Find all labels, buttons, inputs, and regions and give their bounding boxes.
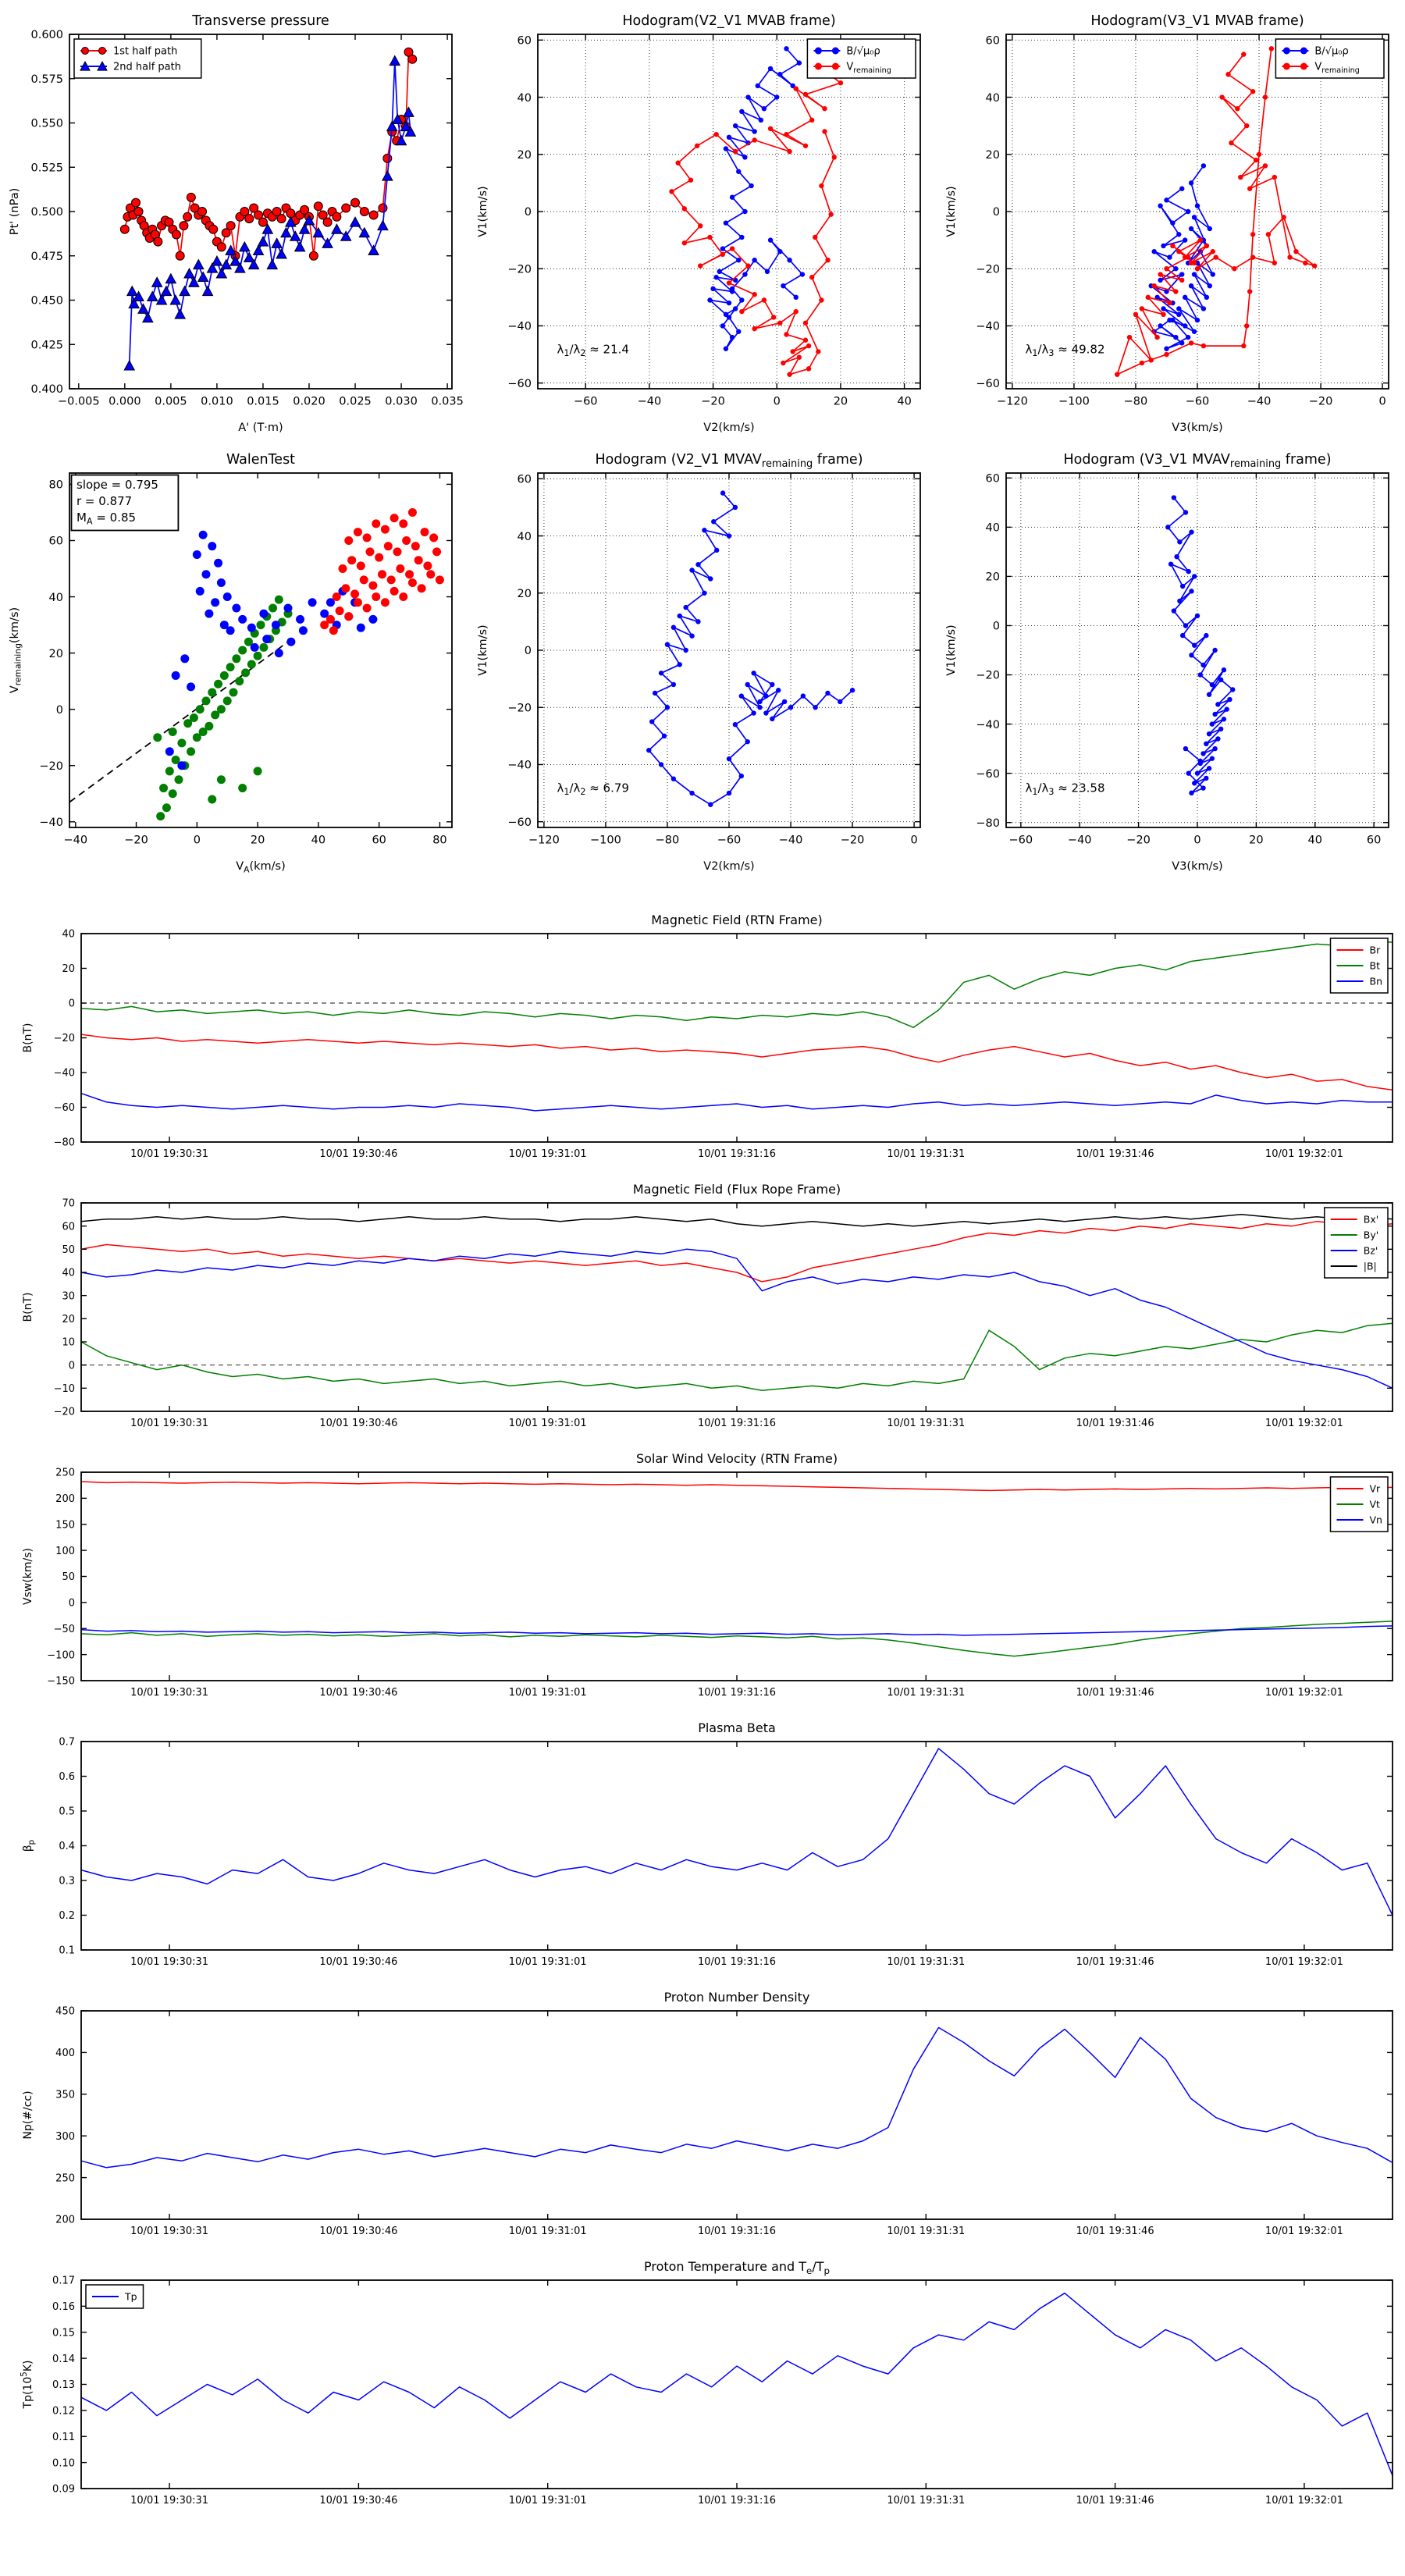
svg-text:βp: $\beta_p$: [22, 1839, 37, 1852]
svg-text:10/01 19:32:01: 10/01 19:32:01: [1264, 2495, 1343, 2507]
svg-text:10/01 19:31:16: 10/01 19:31:16: [698, 1687, 776, 1699]
svg-text:40: 40: [62, 1267, 75, 1279]
svg-text:10/01 19:30:46: 10/01 19:30:46: [319, 1956, 398, 1968]
svg-text:−50: −50: [53, 1623, 75, 1635]
svg-text:10/01 19:31:16: 10/01 19:31:16: [698, 2495, 776, 2507]
svg-text:10/01 19:31:31: 10/01 19:31:31: [887, 1956, 966, 1968]
svg-text:60: 60: [985, 472, 1000, 486]
svg-text:V3(km/s): V3(km/s): [1172, 422, 1223, 434]
svg-text:Bz': Bz': [1363, 1244, 1378, 1257]
svg-text:Proton Temperature and Te/Tp: Proton Temperature and $T_e/T_p$: [643, 2259, 831, 2276]
svg-text:−40: −40: [637, 395, 662, 408]
svg-text:100: 100: [55, 1545, 75, 1557]
svg-text:Br: Br: [1369, 944, 1381, 956]
svg-text:Bn: Bn: [1369, 975, 1382, 987]
chart-transverse-pressure: [4, 0, 464, 439]
svg-text:V1(km/s): V1(km/s): [945, 624, 958, 676]
svg-text:0.005: 0.005: [155, 395, 187, 408]
svg-text:−80: −80: [53, 1137, 75, 1149]
svg-text:0.600: 0.600: [30, 29, 63, 42]
svg-text:0.500: 0.500: [30, 206, 63, 219]
svg-text:10/01 19:31:31: 10/01 19:31:31: [887, 1148, 966, 1160]
svg-text:0.025: 0.025: [339, 395, 372, 408]
svg-text:60: 60: [517, 473, 532, 486]
chart-hodogram-v3v1-mvab: [941, 0, 1401, 439]
svg-text:−20: −20: [507, 263, 532, 276]
svg-text:slope = 0.795: slope = 0.795: [76, 478, 158, 492]
svg-text:10/01 19:30:31: 10/01 19:30:31: [130, 2226, 209, 2237]
chart-solar-wind-velocity: [3, 1449, 1402, 1718]
svg-text:2nd half path: 2nd half path: [113, 61, 181, 73]
svg-text:Hodogram (V3_V1 MVAVremaining: Hodogram (V3_V1 $MVAV_{remaining}$ frame): [1063, 452, 1332, 471]
svg-text:200: 200: [55, 2214, 75, 2226]
svg-text:60: 60: [517, 34, 532, 48]
svg-text:10/01 19:31:01: 10/01 19:31:01: [508, 1148, 587, 1160]
svg-text:10/01 19:30:46: 10/01 19:30:46: [319, 1687, 398, 1699]
svg-text:B(nT): B(nT): [22, 1023, 34, 1053]
time-series-stack: [0, 877, 1405, 2526]
svg-text:B/√μ₀ρ: B/√μ₀ρ: [1314, 45, 1349, 58]
svg-text:0.000: 0.000: [108, 395, 141, 408]
svg-text:0: 0: [1193, 834, 1201, 847]
svg-text:0.12: 0.12: [52, 2405, 75, 2418]
svg-text:20: 20: [48, 647, 63, 660]
svg-text:−20: −20: [124, 834, 148, 847]
svg-text:20: 20: [985, 571, 1000, 584]
svg-text:20: 20: [62, 1314, 75, 1326]
svg-text:0.030: 0.030: [385, 395, 418, 408]
svg-text:−40: −40: [778, 834, 803, 847]
svg-text:0.16: 0.16: [52, 2301, 75, 2314]
svg-text:50: 50: [62, 1571, 75, 1584]
svg-text:0.020: 0.020: [293, 395, 325, 408]
svg-text:0.035: 0.035: [431, 395, 464, 408]
svg-text:−20: −20: [840, 834, 865, 847]
svg-text:250: 250: [55, 2172, 75, 2185]
svg-text:10/01 19:32:01: 10/01 19:32:01: [1264, 1418, 1343, 1429]
svg-text:−0.005: −0.005: [57, 395, 100, 408]
svg-text:10/01 19:30:46: 10/01 19:30:46: [319, 2495, 398, 2507]
svg-text:−100: −100: [1058, 395, 1090, 408]
svg-text:−120: −120: [528, 834, 560, 847]
svg-text:0: 0: [193, 834, 201, 847]
svg-text:0.4: 0.4: [59, 1841, 75, 1853]
svg-text:−40: −40: [976, 320, 1000, 333]
svg-text:WalenTest: WalenTest: [226, 452, 296, 468]
svg-text:50: 50: [62, 1244, 75, 1257]
figure-row-1: [0, 0, 1405, 439]
svg-text:40: 40: [1307, 834, 1322, 847]
svg-text:Vremaining(km/s): $V_{remaining}(km/s)$: [9, 607, 23, 694]
svg-text:0.10: 0.10: [52, 2457, 75, 2470]
svg-text:−60: −60: [976, 767, 1000, 781]
svg-text:60: 60: [985, 34, 1000, 48]
chart-magnetic-field-rtn: [3, 910, 1402, 1179]
svg-text:10/01 19:32:01: 10/01 19:32:01: [1264, 1148, 1343, 1160]
svg-text:40: 40: [311, 834, 326, 847]
svg-text:40: 40: [517, 530, 532, 543]
svg-text:Hodogram (V2_V1 MVAVremaining: Hodogram (V2_V1 $MVAV_{remaining}$ frame): [595, 452, 863, 471]
svg-text:−20: −20: [39, 760, 63, 773]
svg-text:−60: −60: [1185, 395, 1210, 408]
svg-text:0: 0: [992, 206, 1000, 219]
svg-text:80: 80: [432, 834, 447, 847]
svg-text:10/01 19:30:46: 10/01 19:30:46: [319, 1418, 398, 1429]
svg-text:20: 20: [517, 148, 532, 162]
svg-text:V3(km/s): V3(km/s): [1172, 860, 1223, 873]
svg-text:−60: −60: [573, 395, 598, 408]
svg-text:V2(km/s): V2(km/s): [703, 860, 755, 873]
svg-text:0: 0: [773, 395, 781, 408]
svg-text:0.010: 0.010: [201, 395, 233, 408]
svg-text:10/01 19:32:01: 10/01 19:32:01: [1264, 2226, 1343, 2237]
svg-text:0.15: 0.15: [52, 2327, 75, 2339]
svg-text:40: 40: [62, 928, 75, 941]
svg-text:−80: −80: [655, 834, 680, 847]
svg-text:0: 0: [55, 703, 63, 717]
svg-text:10/01 19:30:31: 10/01 19:30:31: [130, 1687, 209, 1699]
svg-text:10/01 19:30:46: 10/01 19:30:46: [319, 2226, 398, 2237]
svg-text:400: 400: [55, 2048, 75, 2060]
svg-text:−60: −60: [976, 377, 1000, 390]
svg-text:Tp(105K): $Tp(10^5K)$: [20, 2360, 34, 2409]
svg-text:40: 40: [48, 591, 63, 604]
figure-row-2: [0, 439, 1405, 877]
svg-text:70: 70: [62, 1197, 75, 1210]
svg-text:Vsw(km/s): Vsw(km/s): [22, 1547, 34, 1606]
svg-text:B/√μ₀ρ: B/√μ₀ρ: [846, 45, 880, 58]
svg-text:1st half path: 1st half path: [113, 45, 178, 58]
svg-text:200: 200: [55, 1493, 75, 1506]
svg-text:−60: −60: [507, 377, 532, 390]
svg-text:−40: −40: [39, 817, 63, 830]
svg-text:20: 20: [250, 834, 265, 847]
svg-text:10/01 19:30:31: 10/01 19:30:31: [130, 2495, 209, 2507]
svg-text:40: 40: [985, 521, 1000, 535]
svg-text:Magnetic Field (Flux Rope Fram: Magnetic Field (Flux Rope Frame): [632, 1182, 841, 1197]
svg-text:0.13: 0.13: [52, 2379, 75, 2392]
chart-proton-density: [3, 1987, 1402, 2257]
svg-text:10/01 19:31:16: 10/01 19:31:16: [698, 2226, 776, 2237]
svg-text:−20: −20: [1308, 395, 1333, 408]
svg-text:−20: −20: [701, 395, 725, 408]
svg-text:−40: −40: [507, 320, 532, 333]
svg-text:|B|: |B|: [1363, 1260, 1377, 1272]
svg-text:−60: −60: [507, 816, 532, 829]
svg-text:Transverse pressure: Transverse pressure: [192, 13, 329, 29]
svg-text:λ1/λ3 ≈ 49.82: $\lambda_1/\lambda_3 \approx 49.82$: [1025, 342, 1105, 359]
svg-text:0.6: 0.6: [59, 1771, 75, 1784]
svg-text:40: 40: [897, 395, 912, 408]
svg-text:80: 80: [48, 479, 63, 492]
svg-text:Vr: Vr: [1369, 1482, 1381, 1495]
svg-text:−20: −20: [1126, 834, 1151, 847]
svg-text:VA(km/s): $V_A(km/s)$: [236, 860, 286, 875]
svg-text:350: 350: [55, 2089, 75, 2101]
svg-text:−40: −40: [1067, 834, 1092, 847]
svg-text:0: 0: [524, 206, 532, 219]
svg-text:0.5: 0.5: [59, 1806, 75, 1818]
svg-text:−20: −20: [53, 1033, 75, 1045]
svg-text:20: 20: [833, 395, 848, 408]
chart-walen-test: [4, 439, 464, 877]
svg-text:60: 60: [48, 535, 63, 548]
svg-text:10/01 19:31:01: 10/01 19:31:01: [508, 1687, 587, 1699]
svg-text:−40: −40: [53, 1067, 75, 1080]
svg-text:10/01 19:31:31: 10/01 19:31:31: [887, 1687, 966, 1699]
svg-text:λ1/λ2 ≈ 21.4: $\lambda_1/\lambda_2 \approx 21.4$: [557, 342, 629, 359]
svg-text:0: 0: [992, 620, 1000, 633]
svg-text:B(nT): B(nT): [22, 1292, 34, 1322]
chart-hodogram-v3v1-mvav: [941, 439, 1401, 877]
svg-text:Vremaining: $V_{remaining}$: [1314, 61, 1360, 75]
svg-text:10/01 19:30:31: 10/01 19:30:31: [130, 1148, 209, 1160]
svg-text:−60: −60: [1008, 834, 1033, 847]
svg-text:10/01 19:31:46: 10/01 19:31:46: [1076, 1687, 1154, 1699]
svg-text:−60: −60: [717, 834, 742, 847]
svg-text:−100: −100: [47, 1649, 75, 1662]
svg-text:0.11: 0.11: [52, 2431, 75, 2443]
svg-text:Bx': Bx': [1363, 1213, 1379, 1226]
svg-text:Tp: Tp: [125, 2290, 137, 2303]
svg-text:0.525: 0.525: [30, 162, 63, 175]
svg-text:−80: −80: [1123, 395, 1148, 408]
svg-text:10/01 19:31:31: 10/01 19:31:31: [887, 1418, 966, 1429]
svg-text:150: 150: [55, 1519, 75, 1532]
svg-text:Hodogram(V3_V1 MVAB frame): Hodogram(V3_V1 MVAB frame): [1090, 13, 1304, 29]
svg-text:0.400: 0.400: [30, 383, 63, 397]
svg-text:V1(km/s): V1(km/s): [477, 186, 489, 237]
svg-text:0.575: 0.575: [30, 73, 63, 86]
svg-text:40: 40: [985, 91, 1000, 105]
svg-text:10: 10: [62, 1336, 75, 1349]
svg-text:V2(km/s): V2(km/s): [703, 422, 755, 434]
svg-text:10/01 19:32:01: 10/01 19:32:01: [1264, 1687, 1343, 1699]
svg-text:10/01 19:30:46: 10/01 19:30:46: [319, 1148, 398, 1160]
svg-text:20: 20: [985, 148, 1000, 162]
svg-text:60: 60: [1366, 834, 1382, 847]
svg-text:0.2: 0.2: [59, 1910, 75, 1923]
svg-text:V1(km/s): V1(km/s): [477, 624, 489, 676]
svg-text:10/01 19:31:31: 10/01 19:31:31: [887, 2226, 966, 2237]
svg-text:20: 20: [517, 587, 532, 600]
svg-text:60: 60: [62, 1221, 75, 1233]
svg-text:Pt' (nPa): Pt' (nPa): [9, 187, 21, 236]
svg-text:A' (T·m): A' (T·m): [238, 422, 283, 434]
svg-text:Plasma Beta: Plasma Beta: [698, 1720, 776, 1735]
svg-text:Proton Number Density: Proton Number Density: [663, 1990, 810, 2005]
svg-text:0.425: 0.425: [30, 339, 63, 352]
svg-text:−40: −40: [507, 759, 532, 772]
svg-text:0.450: 0.450: [30, 294, 63, 308]
svg-text:−20: −20: [976, 669, 1000, 682]
svg-text:0: 0: [68, 998, 75, 1010]
chart-magnetic-field-flux-rope: [3, 1179, 1402, 1449]
svg-text:−40: −40: [63, 834, 88, 847]
svg-text:10/01 19:31:16: 10/01 19:31:16: [698, 1956, 776, 1968]
svg-text:0.14: 0.14: [52, 2353, 75, 2365]
svg-text:10/01 19:31:46: 10/01 19:31:46: [1076, 2226, 1154, 2237]
svg-text:−10: −10: [53, 1383, 75, 1396]
svg-text:0: 0: [68, 1360, 75, 1372]
svg-text:λ1/λ2 ≈ 6.79: $\lambda_1/\lambda_2 \approx 6.79$: [557, 781, 629, 798]
chart-hodogram-v2v1-mvav: [472, 439, 933, 877]
chart-plasma-beta: [3, 1718, 1402, 1987]
svg-text:Solar Wind Velocity (RTN Frame: Solar Wind Velocity (RTN Frame): [635, 1451, 838, 1466]
svg-text:10/01 19:31:46: 10/01 19:31:46: [1076, 1418, 1154, 1429]
svg-text:−20: −20: [976, 263, 1000, 276]
svg-text:60: 60: [372, 834, 386, 847]
svg-text:10/01 19:31:01: 10/01 19:31:01: [508, 2495, 587, 2507]
svg-text:−100: −100: [590, 834, 621, 847]
chart-hodogram-v2v1-mvab: [472, 0, 933, 439]
svg-text:−20: −20: [53, 1406, 75, 1418]
svg-text:0.1: 0.1: [59, 1944, 75, 1957]
svg-text:10/01 19:31:16: 10/01 19:31:16: [698, 1148, 776, 1160]
svg-text:−120: −120: [996, 395, 1028, 408]
svg-text:Vremaining: $V_{remaining}$: [846, 61, 891, 75]
svg-text:0.3: 0.3: [59, 1875, 75, 1888]
chart-proton-temperature: [3, 2257, 1402, 2526]
svg-text:450: 450: [55, 2005, 75, 2018]
svg-text:0.7: 0.7: [59, 1736, 75, 1749]
svg-text:Np(#/cc): Np(#/cc): [22, 2090, 34, 2140]
svg-text:0.475: 0.475: [30, 250, 63, 263]
svg-text:30: 30: [62, 1290, 75, 1303]
svg-text:−40: −40: [976, 718, 1000, 731]
svg-text:Magnetic Field (RTN Frame): Magnetic Field (RTN Frame): [651, 913, 823, 927]
svg-text:20: 20: [62, 963, 75, 976]
svg-text:10/01 19:30:31: 10/01 19:30:31: [130, 1418, 209, 1429]
svg-text:λ1/λ3 ≈ 23.58: $\lambda_1/\lambda_3 \approx 23.58$: [1025, 781, 1105, 798]
svg-text:10/01 19:31:46: 10/01 19:31:46: [1076, 2495, 1154, 2507]
svg-text:10/01 19:31:46: 10/01 19:31:46: [1076, 1956, 1154, 1968]
svg-text:By': By': [1363, 1229, 1379, 1241]
svg-text:10/01 19:31:01: 10/01 19:31:01: [508, 1418, 587, 1429]
svg-text:−40: −40: [1247, 395, 1272, 408]
svg-text:−60: −60: [53, 1102, 75, 1115]
svg-text:0.015: 0.015: [247, 395, 279, 408]
svg-text:V1(km/s): V1(km/s): [945, 186, 958, 237]
svg-text:Vt: Vt: [1369, 1498, 1380, 1510]
svg-text:−150: −150: [47, 1675, 75, 1688]
svg-text:20: 20: [1249, 834, 1264, 847]
svg-text:10/01 19:32:01: 10/01 19:32:01: [1264, 1956, 1343, 1968]
svg-text:250: 250: [55, 1467, 75, 1479]
svg-text:0: 0: [910, 834, 918, 847]
svg-text:10/01 19:31:16: 10/01 19:31:16: [698, 1418, 776, 1429]
svg-text:40: 40: [517, 91, 532, 105]
svg-text:0.550: 0.550: [30, 117, 63, 130]
svg-text:0: 0: [524, 645, 532, 658]
svg-text:300: 300: [55, 2130, 75, 2143]
svg-text:10/01 19:31:01: 10/01 19:31:01: [508, 1956, 587, 1968]
svg-text:−80: −80: [976, 817, 1000, 830]
svg-text:0: 0: [68, 1597, 75, 1610]
svg-text:10/01 19:31:31: 10/01 19:31:31: [887, 2495, 966, 2507]
svg-text:−20: −20: [507, 702, 532, 715]
svg-text:MA = 0.85: $M_A = 0.85$: [76, 511, 137, 527]
svg-text:Hodogram(V2_V1 MVAB frame): Hodogram(V2_V1 MVAB frame): [622, 13, 836, 29]
svg-text:Bt: Bt: [1369, 959, 1380, 972]
svg-text:10/01 19:30:31: 10/01 19:30:31: [130, 1956, 209, 1968]
svg-text:0.17: 0.17: [52, 2275, 75, 2287]
svg-text:10/01 19:31:01: 10/01 19:31:01: [508, 2226, 587, 2237]
svg-text:0: 0: [1378, 395, 1386, 408]
svg-text:r = 0.877: r = 0.877: [76, 494, 133, 508]
svg-text:10/01 19:31:46: 10/01 19:31:46: [1076, 1148, 1154, 1160]
svg-text:Vn: Vn: [1369, 1514, 1382, 1526]
svg-text:0.09: 0.09: [52, 2483, 75, 2496]
